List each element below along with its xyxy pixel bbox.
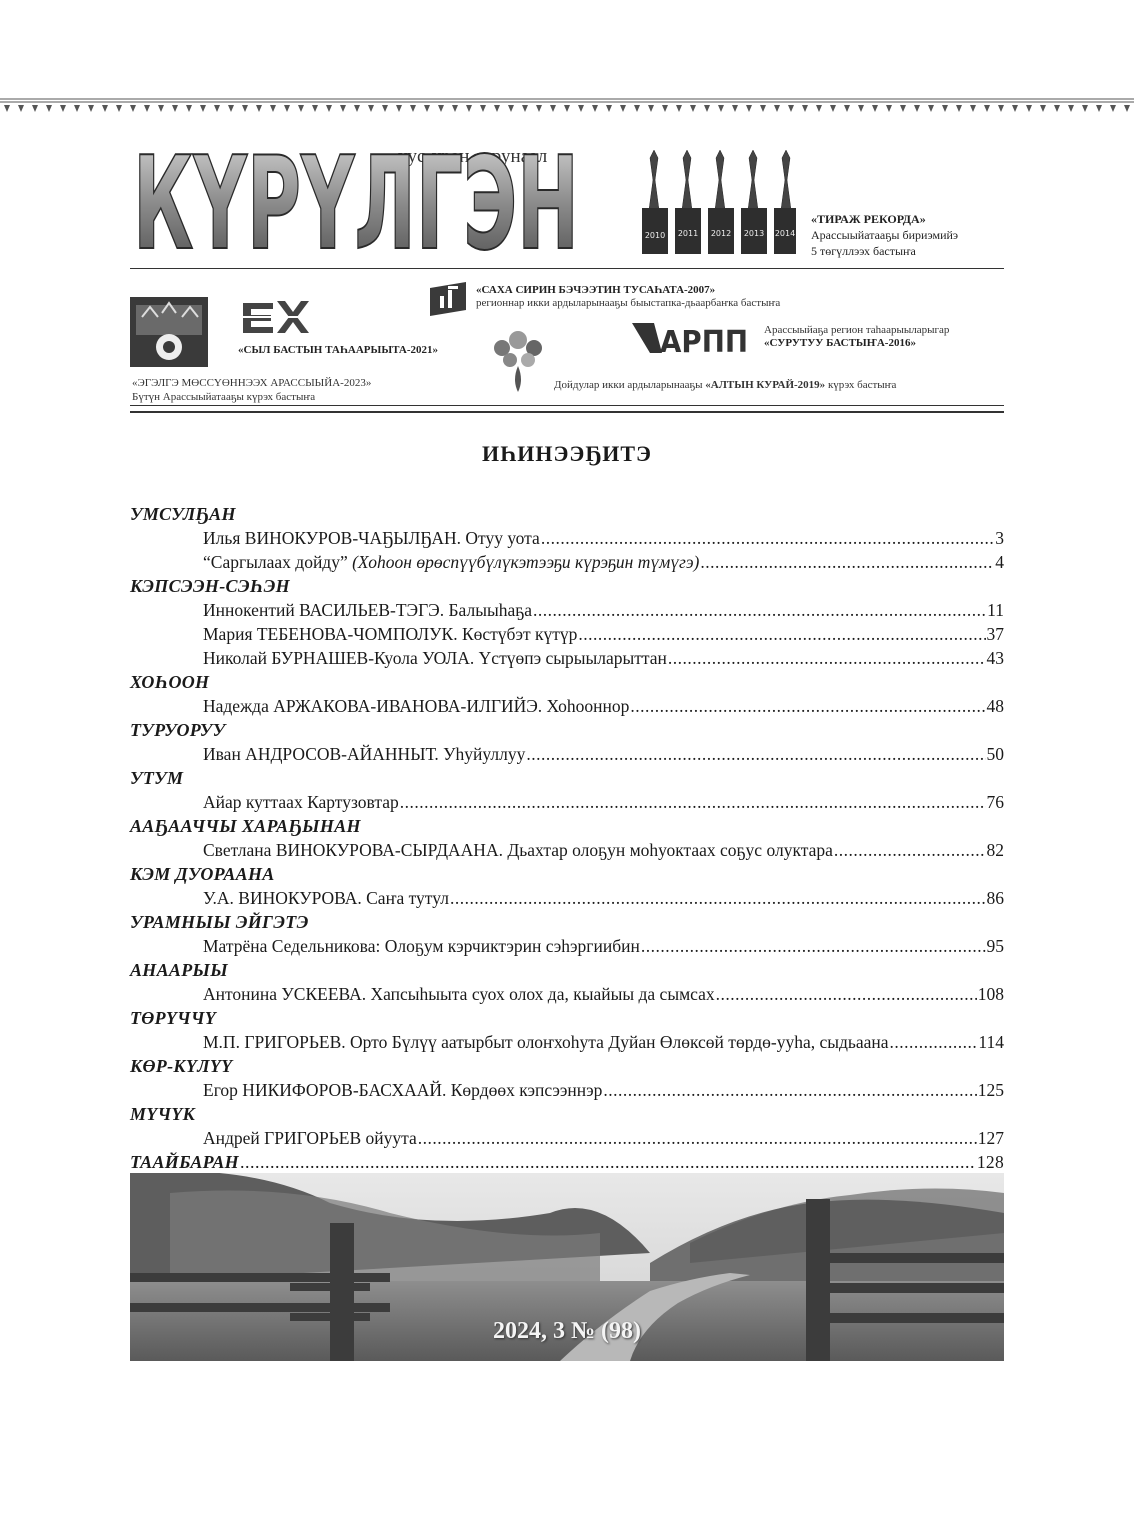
entry-page: 114 xyxy=(978,1032,1004,1052)
section-heading: МҮЧҮК xyxy=(130,1104,196,1124)
issue-number: 2024, 3 № (98) xyxy=(492,1318,642,1344)
toc-entry[interactable] xyxy=(130,934,1004,958)
entry-page: 43 xyxy=(986,648,1004,668)
entry-page: 48 xyxy=(986,696,1004,716)
entry-title: Егор НИКИФОРОВ-БАСХААЙ. Көрдөөх кэпсээннэр xyxy=(203,1080,603,1100)
altyn-award-name: «АЛТЫН КУРАЙ-2019» xyxy=(705,379,826,391)
entry-page: 125 xyxy=(977,1080,1004,1100)
header-double-rule xyxy=(130,405,1004,413)
entry-title: Айар куттаах Картузовтар xyxy=(203,792,399,812)
entry-title: Иван АНДРОСОВ-АЙАННЫТ. Уһуйуллуу xyxy=(203,744,526,764)
toc-entry[interactable] xyxy=(130,982,1004,1006)
trophy-year-2014: 2014 xyxy=(774,229,796,238)
table-of-contents xyxy=(130,502,1004,1174)
section-heading: УРАМНЫЫ ЭЙГЭТЭ xyxy=(130,912,309,932)
entry-page: 3 xyxy=(995,528,1004,548)
toc-entry[interactable] xyxy=(130,694,1004,718)
sakha-award-name: «САХА СИРИН БЭЧЭЭТИН ТУСАҺАТА-2007» xyxy=(476,284,716,296)
entry-title: Антонина УСКЕЕВА. Хапсыһыыта суох олох да, кыайыы да сымсах xyxy=(203,984,715,1004)
sej-logo xyxy=(237,297,311,337)
ornamental-border xyxy=(0,96,1134,118)
sakha-print-logo xyxy=(426,282,470,316)
entry-page: 50 xyxy=(986,744,1004,764)
toc-entry[interactable] xyxy=(130,742,1004,766)
toc-entry[interactable] xyxy=(130,1078,1004,1102)
entry-page: 37 xyxy=(986,624,1004,644)
entry-page: 82 xyxy=(986,840,1004,860)
toc-entry[interactable] xyxy=(130,838,1004,862)
section-heading: УТУМ xyxy=(130,768,184,788)
section-heading: ААҔААЧЧЫ ХАРАҔЫНАН xyxy=(130,816,361,836)
entry-page: 86 xyxy=(986,888,1004,908)
entry-title: Мария ТЕБЕНОВА-ЧОМПОЛУК. Көстүбэт күтүр xyxy=(203,624,578,644)
entry-title: Надежда АРЖАКОВА-ИВАНОВА-ИЛГИЙЭ. Хоһооннор xyxy=(203,696,630,716)
toc-entry[interactable] xyxy=(130,526,1004,550)
toc-title: ИҺИНЭЭҔИТЭ xyxy=(482,441,652,466)
section-heading: УМСУЛҔАН xyxy=(130,504,236,524)
entry-page: 95 xyxy=(986,936,1004,956)
trophy-year-2011: 2011 xyxy=(677,229,699,238)
sakha-award xyxy=(476,284,780,310)
toc-entry[interactable] xyxy=(130,790,1004,814)
section-heading: ТӨРҮЧЧҮ xyxy=(130,1008,217,1028)
award-tiraz xyxy=(811,211,958,259)
arpp-logo xyxy=(632,321,750,355)
entry-title: Иннокентий ВАСИЛЬЕВ-ТЭГЭ. Балыыһаҕа xyxy=(203,600,533,620)
toc-entry[interactable] xyxy=(130,646,1004,670)
masthead-rule xyxy=(130,268,1004,269)
arpp-award-desc: Арассыыйаҕа регион таһаарыыларыгар xyxy=(764,324,950,336)
entry-title: “Саргылаах дойду” xyxy=(203,552,353,572)
magazine-title-logo xyxy=(130,128,582,260)
toc-entry[interactable] xyxy=(130,598,1004,622)
syl-award: «СЫЛ БАСТЫН ТАҺААРЫЫТА-2021» xyxy=(238,344,439,356)
award-name: «ТИРАЖ РЕКОРДА» xyxy=(811,212,926,226)
entry-page: 128 xyxy=(976,1152,1004,1172)
section-heading: КӨР-КҮЛҮҮ xyxy=(130,1056,233,1076)
entry-page: 127 xyxy=(977,1128,1004,1148)
award-line2: 5 төгүллээх бастыҥа xyxy=(811,244,916,258)
trophy-year-2010: 2010 xyxy=(644,231,666,240)
entry-title: Илья ВИНОКУРОВ-ЧАҔЫЛҔАН. Отуу уота xyxy=(203,528,540,548)
entry-page: 11 xyxy=(987,600,1004,620)
toc-entry[interactable] xyxy=(130,550,1004,574)
entry-title: Светлана ВИНОКУРОВА-СЫРДААНА. Дьахтар олоҕун моһуоктаах соҕус олуктара xyxy=(203,840,833,860)
trophy-year-2013: 2013 xyxy=(743,229,765,238)
entry-page: 108 xyxy=(977,984,1004,1004)
region-emblem-logo xyxy=(130,297,208,367)
toc-entry[interactable] xyxy=(130,1030,1004,1054)
magazine-title: КҮРҮЛГЭН xyxy=(133,130,579,260)
toc-entry[interactable] xyxy=(130,886,1004,910)
altyn-kurai-medal-icon xyxy=(488,326,548,396)
section-heading: КЭПСЭЭН-СЭҺЭН xyxy=(130,576,290,596)
entry-title: Николай БУРНАШЕВ-Куола УОЛА. Үстүөпэ сырыыларыттан xyxy=(203,648,667,668)
entry-title: М.П. ГРИГОРЬЕВ. Орто Бүлүү аатырбыт олоҥхоһута Дуйан Өлөксөй төрдө-ууһа, сыдьаана xyxy=(203,1032,889,1052)
arpp-logo-text: АРПП xyxy=(660,325,748,355)
section-heading: ТУРУОРУУ xyxy=(130,720,226,740)
egelge-award-name: «ЭГЭЛГЭ МӨССҮӨННЭЭХ АРАССЫЫЙА-2023» xyxy=(132,377,372,389)
section-heading: ХОҺООН xyxy=(130,672,210,692)
arpp-award xyxy=(764,323,949,349)
altyn-award-prefix: Дойдулар икки ардыларынааҕы xyxy=(554,379,703,391)
altyn-award xyxy=(554,378,896,392)
magazine-subtitle: уус-уран сурунаал xyxy=(398,146,548,167)
toc-entry[interactable] xyxy=(130,1126,1004,1150)
section-heading: КЭМ ДУОРААНА xyxy=(130,864,275,884)
trophy-row xyxy=(638,146,800,256)
toc-entry[interactable] xyxy=(130,622,1004,646)
sakha-award-desc: регионнар икки ардыларынааҕы быыстапка-дьаарбаҥка бастыҥа xyxy=(476,297,781,309)
arpp-award-name: «СУРУТУУ БАСТЫҤА-2016» xyxy=(764,337,916,349)
entry-page: 4 xyxy=(995,552,1004,572)
section-heading: ТААЙБАРАН xyxy=(130,1152,239,1172)
entry-page: 76 xyxy=(986,792,1004,812)
entry-title: Андрей ГРИГОРЬЕВ ойуута xyxy=(203,1128,417,1148)
egelge-award-desc: Бүтүн Арассыыйатааҕы күрэх бастыҥа xyxy=(132,391,316,403)
section-heading: АНААРЫЫ xyxy=(130,960,229,980)
entry-title: Матрёна Седельникова: Олоҕум кэрчиктэрин сэһэргиибин xyxy=(203,936,640,956)
entry-title: У.А. ВИНОКУРОВА. Саҥа тутул xyxy=(203,888,449,908)
altyn-award-suffix: күрэх бастыҥа xyxy=(827,379,897,391)
egelge-award xyxy=(132,376,371,404)
entry-subtitle: (Хоһоон өрөспүүбүлүкэтээҕи күрэҕин түмүгэ) xyxy=(352,552,700,572)
award-line1: Арассыыйатааҕы бириэмийэ xyxy=(811,228,959,242)
toc-entry-section[interactable] xyxy=(130,1150,1004,1174)
trophy-year-2012: 2012 xyxy=(710,229,732,238)
